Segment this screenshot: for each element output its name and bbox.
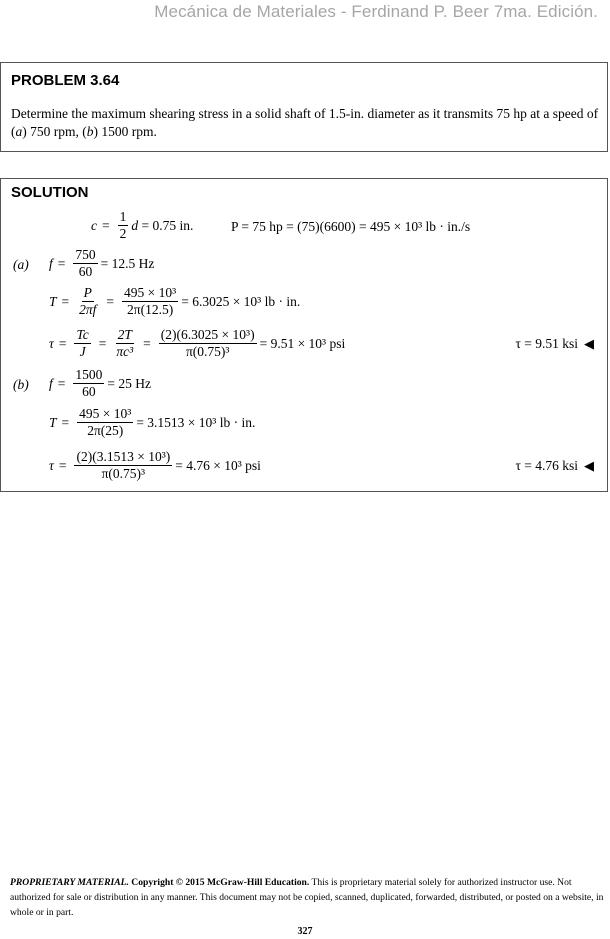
a-frequency-equation: f = $\frac{750}{60}$ = 12.5 Hz [49, 247, 155, 279]
problem-box [0, 62, 608, 152]
footer-lead: PROPRIETARY MATERIAL. [10, 877, 129, 888]
c-result: = 0.75 in. [141, 217, 194, 233]
p-equation: P = 75 hp = (75)(6600) = 495 × 10³ lb · in./s [231, 219, 471, 234]
c-fraction: $\frac{1}{2}$ [119, 209, 127, 241]
answer-b: τ = 4.76 ksi [515, 457, 578, 473]
part-a-label: a [15, 124, 23, 139]
answer-b-marker-icon: ◀ [584, 457, 594, 473]
problem-text-1: Determine the maximum shearing stress in a solid shaft of 1.5-in. diameter as it transmits 75 hp at a speed of [11, 106, 599, 121]
page-number: 327 [297, 926, 313, 937]
b-frequency-equation: f = $\frac{1500}{60}$ = 25 Hz [49, 367, 151, 399]
part-b-label: b [86, 124, 94, 139]
a-stress-equation: τ = $\frac{Tc}{J}$ = $\frac{2T}{\text{πc³}}$ = $\frac{\text{(2)(6.3025 × 10³)}}{\text{π(0.75)³}}$ = 9.51 × 10³ psi τ = 9.51 ksi ◀ [49, 327, 594, 359]
watermark: Mecánica de Materiales - Ferdinand P. Beer 7ma. Edición. [154, 2, 598, 21]
b-stress-equation: τ = $\frac{\text{(2)(3.1513 × 10³)}}{\text{π(0.75)³}}$ = 4.76 × 10³ psi τ = 4.76 ksi ◀ [49, 449, 594, 481]
c-lhs: c [91, 217, 97, 233]
answer-a-marker-icon: ◀ [584, 335, 594, 351]
solution-title: SOLUTION [11, 184, 89, 201]
solution-box [0, 178, 608, 492]
footer-text: This is proprietary material solely for authorized instructor use. Not authorized for sale or distribution in any manner. This document may not be copied, scanned, duplicated, forwarded, distributed, or posted on a website, in whole or in part. [10, 877, 604, 918]
problem-text-3: 1500 rpm. [98, 124, 157, 139]
part-b-label-solution: (b) [13, 377, 29, 392]
b-torque-equation: T = $\frac{\text{495 × 10³}}{2\pi(25)}$ = 3.1513 × 10³ lb · in. [49, 406, 256, 438]
problem-text-2: 750 rpm, [26, 124, 83, 139]
problem-title: PROBLEM 3.64 [11, 72, 120, 89]
answer-a: τ = 9.51 ksi [515, 335, 578, 351]
part-a-label-solution: (a) [13, 257, 29, 272]
footer-copyright: Copyright © 2015 McGraw-Hill Education. [131, 877, 310, 888]
copyright-footer [10, 875, 605, 920]
a-torque-equation: T = $\frac{P}{2\pi f}$ = $\frac{\text{495 × 10³}}{2\pi(12.5)}$ = 6.3025 × 10³ lb · in. [49, 285, 301, 317]
problem-statement: Determine the maximum shearing stress in a solid shaft of 1.5-in. diameter as it transmits 75 hp at a speed of (a) 750 rpm, (b) 1500 rpm. [11, 106, 599, 139]
c-equation: c = $\frac{1}{2}$ d = 0.75 in. [91, 209, 194, 241]
